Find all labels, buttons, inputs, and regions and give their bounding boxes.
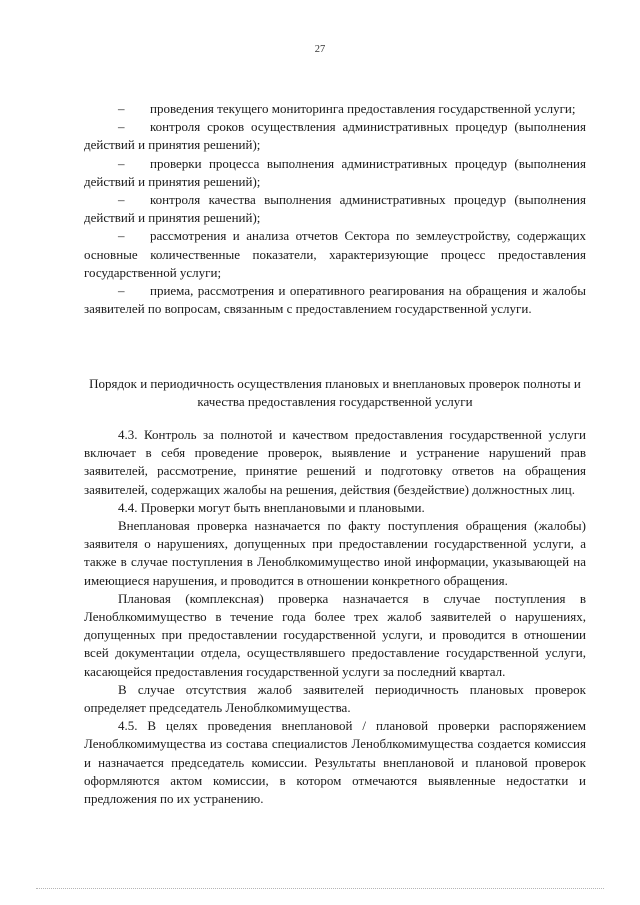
list-dash: – (118, 119, 125, 135)
list-item (84, 282, 586, 318)
list-item (84, 191, 586, 227)
list-item (84, 227, 586, 282)
paragraph: 4.3. Контроль за полнотой и качеством предоставления государственной услуги включает в себя проведение проверок, выявление и устранение нарушений прав заявителей, рассмотрение, принятие решений и подготовку ответов на обращения заявителей, содержащих жалобы на решения, действия (бездействие) должностных лиц. (84, 427, 586, 497)
list-dash: – (118, 192, 125, 208)
paragraph: Плановая (комплексная) проверка назначается в случае поступления в Леноблкомимущество в течение года более трех жалоб заявителей о нарушениях, допущенных при предоставлении государственной услуги, и проводится в отношении всей документации отдела, осуществлявшего предоставление государственной услуги, касающейся предоставления государственной услуги за последний квартал. (84, 590, 586, 679)
page-number: 27 (314, 44, 326, 55)
list-dash: – (118, 101, 125, 116)
list-item (84, 100, 586, 118)
list-item (84, 118, 586, 154)
section-body (84, 426, 586, 808)
list-item-text: рассмотрения и анализа отчетов Сектора по землеустройству, содержащих основные количественные показатели, характеризующие процесс предоставления государственной услуги; (84, 228, 586, 280)
scan-edge-line (36, 888, 604, 890)
list-item (84, 155, 586, 191)
paragraph: 4.5. В целях проведения внеплановой / плановой проверки распоряжением Леноблкомимущества из состава специалистов Леноблкомимущества создается комиссия и назначается председатель комиссии. Результаты внеплановой и плановой проверок оформляются актом комиссии, в котором отмечаются выявленные недостатки и предложения по их устранению. (84, 718, 586, 807)
control-list (84, 100, 586, 318)
list-dash: – (118, 283, 125, 299)
list-item-text: контроля сроков осуществления административных процедур (выполнения действий и принятия решений); (84, 119, 586, 153)
section-heading: Порядок и периодичность осуществления плановых и внеплановых проверок полноты и качества предоставления государственной услуги (89, 376, 581, 410)
paragraph: 4.4. Проверки могут быть внеплановыми и плановыми. (118, 499, 425, 515)
list-item-text: проверки процесса выполнения административных процедур (выполнения действий и принятия решений); (84, 155, 586, 189)
list-dash: – (118, 155, 125, 171)
list-dash: – (118, 228, 125, 244)
paragraph: Внеплановая проверка назначается по факту поступления обращения (жалобы) заявителя о нарушениях, допущенных при предоставлении государственной услуги, а также в случае поступления в Леноблкомимущество иной информации, указывающей на имеющиеся нарушения, и проводится в отношении конкретного обращения. (84, 518, 586, 588)
list-item-text: приема, рассмотрения и оперативного реагирования на обращения и жалобы заявителей по вопросам, связанным с предоставлением государственной услуги. (84, 283, 586, 317)
list-item-text: контроля качества выполнения административных процедур (выполнения действий и принятия решений); (84, 192, 586, 226)
paragraph: В случае отсутствия жалоб заявителей периодичность плановых проверок определяет председатель Леноблкомимущества. (84, 681, 586, 716)
list-item-text: проведения текущего мониторинга предоставления государственной услуги; (150, 101, 576, 116)
